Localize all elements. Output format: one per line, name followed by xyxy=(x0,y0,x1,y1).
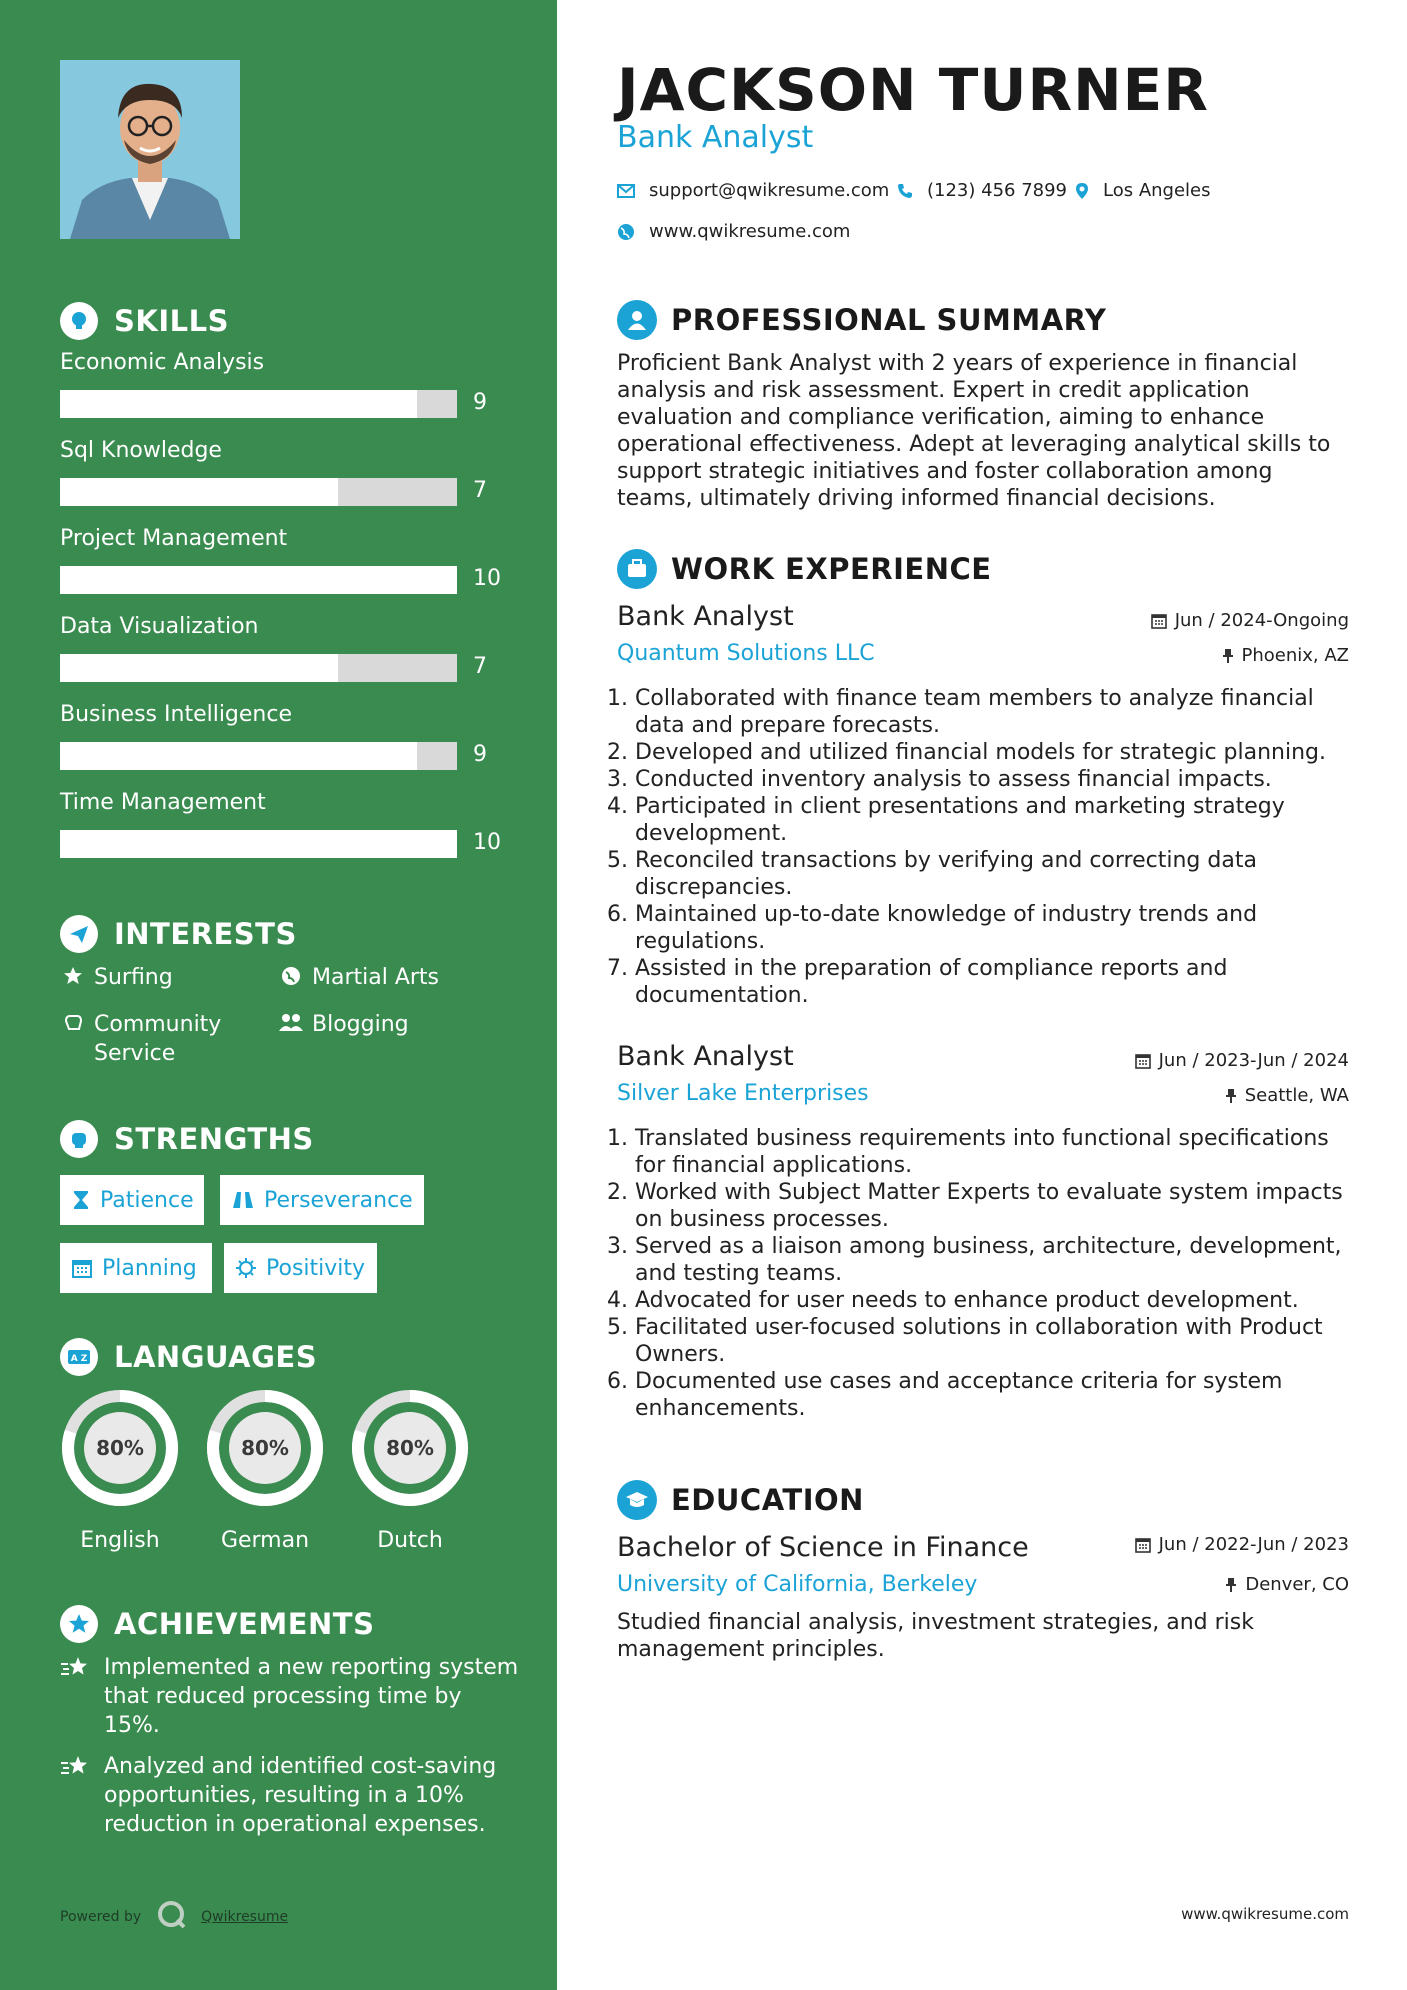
strength-badge xyxy=(224,1243,377,1293)
hand-icon xyxy=(60,1010,86,1033)
interest-label: Blogging xyxy=(312,1012,409,1037)
pin-icon xyxy=(1225,1088,1237,1104)
skills-title: SKILLS xyxy=(114,304,229,338)
contact-phone[interactable] xyxy=(897,180,1067,201)
interest-item xyxy=(60,963,173,992)
languages-heading xyxy=(60,1338,317,1376)
achievement-item xyxy=(60,1752,520,1839)
degree-title: Bachelor of Science in Finance xyxy=(617,1532,1029,1563)
strengths-title: STRENGTHS xyxy=(114,1122,314,1156)
star-trophy-icon xyxy=(60,1653,92,1740)
calendar-icon xyxy=(72,1258,92,1278)
strength-label: Positivity xyxy=(266,1255,366,1281)
location-text: Los Angeles xyxy=(1103,180,1211,201)
skill-item xyxy=(60,438,500,503)
skill-name: Economic Analysis xyxy=(60,350,265,375)
language-ring xyxy=(60,1388,180,1508)
hourglass-icon xyxy=(72,1190,90,1210)
skill-name: Business Intelligence xyxy=(60,702,293,727)
candidate-name: JACKSON TURNER xyxy=(617,56,1209,124)
users-icon xyxy=(278,1010,304,1033)
briefcase-icon xyxy=(617,549,657,589)
job-dates-text: Jun / 2024-Ongoing xyxy=(1174,610,1349,631)
calendar-icon xyxy=(1135,1537,1151,1553)
job-company: Silver Lake Enterprises xyxy=(617,1081,869,1106)
phone-text: (123) 456 7899 xyxy=(927,180,1068,201)
interest-label: Surfing xyxy=(94,965,173,990)
qwikresume-logo-icon xyxy=(157,1900,187,1934)
summary-title: PROFESSIONAL SUMMARY xyxy=(671,303,1107,337)
skill-value: 7 xyxy=(473,654,487,679)
duty-item: 2. Developed and utilized financial models for strategic planning. xyxy=(635,739,1349,766)
language-name: Dutch xyxy=(377,1528,443,1553)
candidate-role: Bank Analyst xyxy=(617,120,814,155)
skill-item xyxy=(60,526,501,591)
email-text: support@qwikresume.com xyxy=(649,180,890,201)
star-badge-icon xyxy=(60,1605,98,1643)
job-dates xyxy=(1135,1050,1349,1071)
strength-label: Planning xyxy=(102,1255,197,1281)
language-ring xyxy=(350,1388,470,1508)
duty-item: 4. Advocated for user needs to enhance product development. xyxy=(635,1287,1349,1314)
skill-name: Sql Knowledge xyxy=(60,438,222,463)
language-item xyxy=(205,1388,325,1553)
achievement-text: Analyzed and identified cost-saving opportunities, resulting in a 10% reduction in operational expenses. xyxy=(104,1754,497,1837)
lightbulb-icon xyxy=(60,302,98,340)
road-icon xyxy=(232,1191,254,1209)
interests-heading xyxy=(60,915,297,953)
interest-label: Community Service xyxy=(94,1012,222,1066)
interest-item xyxy=(278,1010,409,1039)
skill-name: Data Visualization xyxy=(60,614,259,639)
pin-icon xyxy=(1225,1577,1237,1593)
achievements-title: ACHIEVEMENTS xyxy=(114,1607,375,1641)
education-heading xyxy=(617,1480,864,1520)
skill-value: 7 xyxy=(473,478,487,503)
skill-bar-fill xyxy=(60,390,417,418)
svg-text:A Z: A Z xyxy=(70,1354,88,1364)
user-icon xyxy=(617,300,657,340)
language-percent: 80% xyxy=(386,1436,434,1460)
skill-bar xyxy=(60,742,457,770)
interests-title: INTERESTS xyxy=(114,917,297,951)
powered-by xyxy=(60,1900,288,1934)
job-location xyxy=(1225,1085,1349,1106)
duty-item: 3. Served as a liaison among business, architecture, development, and testing teams. xyxy=(635,1233,1349,1287)
experience-heading xyxy=(617,549,992,589)
skill-item xyxy=(60,790,501,855)
globe-icon xyxy=(278,963,304,986)
duty-item: 3. Conducted inventory analysis to assess financial impacts. xyxy=(635,766,1349,793)
language-name: German xyxy=(220,1528,310,1553)
duty-item: 1. Collaborated with finance team members to analyze financial data and prepare forecasts. xyxy=(635,685,1349,739)
job-title: Bank Analyst xyxy=(617,1041,794,1072)
qwikresume-link[interactable]: Qwikresume xyxy=(201,1909,289,1925)
language-item xyxy=(350,1388,470,1553)
summary-text: Proficient Bank Analyst with 2 years of experience in financial analysis and risk assessment. Expert in credit application evaluation and compliance verification, aiming to enhance operational effectiveness. Adept at leveraging analytical skills to support strategic initiatives and foster collaboration among teams, ultimately driving informed financial decisions. xyxy=(617,351,1331,511)
job-location xyxy=(1222,645,1350,666)
language-percent: 80% xyxy=(241,1436,289,1460)
school-name: University of California, Berkeley xyxy=(617,1572,978,1597)
duty-item: 1. Translated business requirements into functional specifications for financial applications. xyxy=(635,1125,1349,1179)
duty-item: 6. Maintained up-to-date knowledge of industry trends and regulations. xyxy=(635,901,1349,955)
language-item xyxy=(60,1388,180,1553)
language-icon xyxy=(60,1338,98,1376)
skill-name: Time Management xyxy=(60,790,266,815)
skill-bar xyxy=(60,478,457,506)
achievement-text: Implemented a new reporting system that reduced processing time by 15%. xyxy=(104,1655,519,1738)
graduation-cap-icon xyxy=(617,1480,657,1520)
strength-label: Patience xyxy=(100,1187,194,1213)
education-title: EDUCATION xyxy=(671,1483,864,1517)
website-text: www.qwikresume.com xyxy=(649,221,851,242)
duty-item: 5. Reconciled transactions by verifying and correcting data discrepancies. xyxy=(635,847,1349,901)
skill-item xyxy=(60,702,500,767)
interest-label: Martial Arts xyxy=(312,965,440,990)
star-trophy-icon xyxy=(60,1752,92,1839)
powered-by-label: Powered by xyxy=(60,1909,142,1925)
globe-icon xyxy=(617,223,635,241)
skill-item xyxy=(60,614,500,679)
skill-bar-fill xyxy=(60,478,338,506)
envelope-icon xyxy=(617,184,635,198)
skill-bar-fill xyxy=(60,566,457,594)
calendar-icon xyxy=(1135,1053,1151,1069)
sun-icon xyxy=(236,1258,256,1278)
education-location-text: Denver, CO xyxy=(1245,1574,1349,1595)
map-pin-icon xyxy=(1075,182,1089,200)
strength-badge xyxy=(60,1243,212,1293)
achievement-item xyxy=(60,1653,520,1740)
strength-label: Perseverance xyxy=(264,1187,413,1213)
contact-email[interactable] xyxy=(617,180,889,201)
contact-location xyxy=(1075,180,1211,201)
job-dates xyxy=(1151,610,1349,631)
education-dates-text: Jun / 2022-Jun / 2023 xyxy=(1158,1534,1349,1555)
strength-badge xyxy=(220,1175,424,1225)
skill-value: 9 xyxy=(473,390,487,415)
skills-heading xyxy=(60,302,229,340)
language-name: English xyxy=(80,1528,160,1553)
skill-bar-fill xyxy=(60,654,338,682)
skill-value: 10 xyxy=(473,566,501,591)
duty-item: 5. Facilitated user-focused solutions in collaboration with Product Owners. xyxy=(635,1314,1349,1368)
job-location-text: Seattle, WA xyxy=(1244,1085,1349,1106)
job-dates-text: Jun / 2023-Jun / 2024 xyxy=(1158,1050,1349,1071)
skill-value: 10 xyxy=(473,830,501,855)
profile-photo xyxy=(60,60,240,239)
pin-icon xyxy=(1222,648,1234,664)
language-ring xyxy=(205,1388,325,1508)
skill-bar-fill xyxy=(60,742,417,770)
contact-website[interactable] xyxy=(617,221,850,242)
strength-badge xyxy=(60,1175,204,1225)
education-description: Studied financial analysis, investment strategies, and risk management principles. xyxy=(617,1610,1254,1662)
achievements-heading xyxy=(60,1605,374,1643)
duty-item: 7. Assisted in the preparation of compliance reports and documentation. xyxy=(635,955,1349,1009)
job-location-text: Phoenix, AZ xyxy=(1241,645,1349,666)
footer-website[interactable]: www.qwikresume.com xyxy=(1181,1905,1349,1923)
skill-bar xyxy=(60,830,457,858)
duty-item: 4. Participated in client presentations and marketing strategy development. xyxy=(635,793,1349,847)
skill-bar-fill xyxy=(60,830,457,858)
job-company: Quantum Solutions LLC xyxy=(617,641,875,666)
skill-item xyxy=(60,350,500,415)
education-location xyxy=(1225,1574,1349,1595)
interest-item xyxy=(278,963,439,992)
job-title: Bank Analyst xyxy=(617,601,794,632)
languages-title: LANGUAGES xyxy=(114,1340,318,1374)
interest-item xyxy=(60,1010,250,1068)
sidebar xyxy=(0,0,557,1990)
language-percent: 80% xyxy=(96,1436,144,1460)
job-duties xyxy=(617,1125,1349,1422)
skill-bar xyxy=(60,654,457,682)
skill-bar xyxy=(60,390,457,418)
star-icon xyxy=(60,963,86,986)
calendar-icon xyxy=(1151,613,1167,629)
strengths-heading xyxy=(60,1120,314,1158)
education-dates xyxy=(1135,1534,1349,1555)
skill-value: 9 xyxy=(473,742,487,767)
summary-heading xyxy=(617,300,1106,340)
paper-plane-icon xyxy=(60,915,98,953)
duty-item: 2. Worked with Subject Matter Experts to evaluate system impacts on business processes. xyxy=(635,1179,1349,1233)
skill-name: Project Management xyxy=(60,526,288,551)
duty-item: 6. Documented use cases and acceptance criteria for system enhancements. xyxy=(635,1368,1349,1422)
phone-icon xyxy=(897,183,913,199)
experience-title: WORK EXPERIENCE xyxy=(671,552,992,586)
skill-bar xyxy=(60,566,457,594)
job-duties xyxy=(617,685,1349,1009)
fist-icon xyxy=(60,1120,98,1158)
